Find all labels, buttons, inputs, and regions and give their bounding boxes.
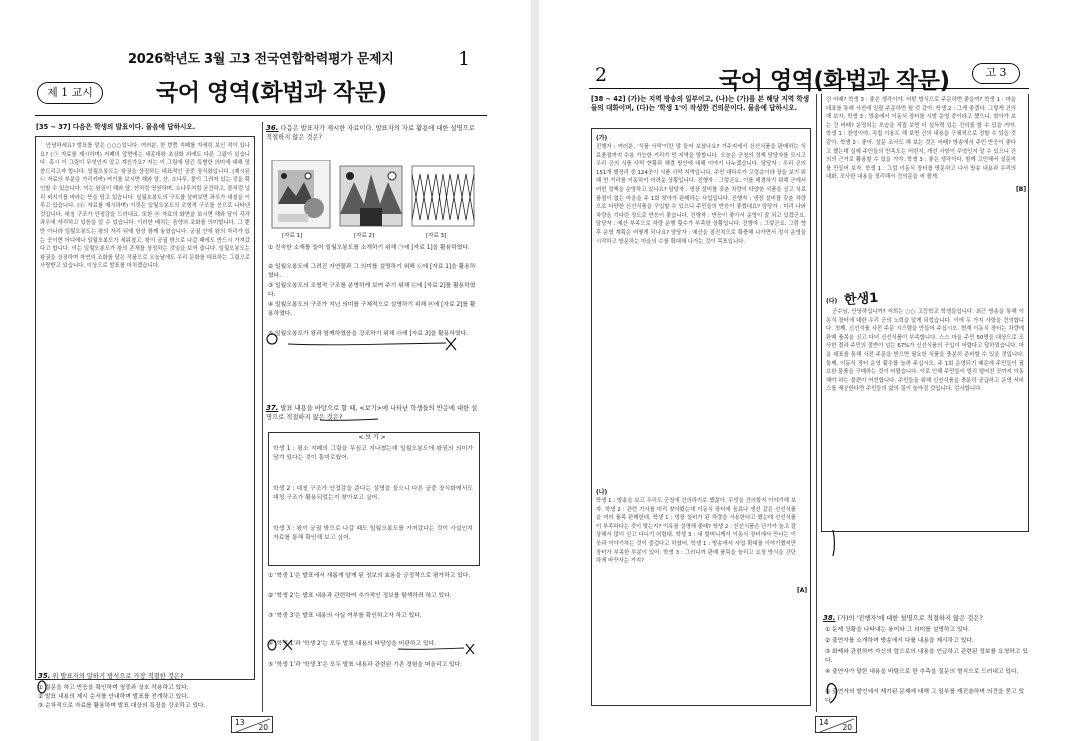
q37-prompt: 37. 발표 내용을 바탕으로 할 때, <보기>에 나타난 학생들의 반응에 대한 설명으로 적절하지 않은 것은? <box>266 404 478 421</box>
footer-current: 13 <box>235 718 245 727</box>
exam-title: 2026학년도 3월 고3 전국연합학력평가 문제지 <box>128 52 394 67</box>
speech-passage: 안녕하세요? 발표를 맡은 ○○○입니다. 여러분, 한 번쯤 지폐를 자세히 보신 적이 있나요? (㉠ 자료를 제시하며) 지폐의 앞면에는 세종대왕 초상화 외에도 다른 그림이 있습니다. 혹시 이 그림이 무엇인지 알고 계신가요? 저는 이 그림에 담긴 특별한 의미에 대해 말씀드리고자 합니다. 일월오봉도는 왕권을 상징하는 대표적인 궁중 장식화입니다. (제시된 ㉡ 자료의 부분을 가리키며) 여기를 보시면 해와 달, 산, 소나무, 물이 그려져 있는 것을 확인할 수 있습니다. 이는 왕권이 해와 달, 산처럼 영원하며, 소나무처럼 굳건하고, 물처럼 널리 퍼지기를 바라는 뜻을 담고 있습니다. 일월오봉도의 구도를 살펴보면 좌우가 대칭을 이루고 있습니다. (㉢ 자료를 제시하며) 이것은 일월오봉도의 조형적 구조를 선으로 나타낸 것입니다. 대칭 구조가 안정감을 드러내죠. 또한 ㉣ 자료의 화면을 보시면 해와 달이 각각 좌우에 자리하고 있음을 알 수 있습니다. 이러한 배치는 음양의 조화를 의미합니다. 그 뿐만 아니라 일월오봉도는 왕의 자리 뒤에 항상 함께 놓였습니다. 궁궐 안에 왕의 자리가 있는 곳이면 어디에나 일월오봉도가 세워졌고, 왕이 궁궐 밖으로 나갈 때에도 반드시 가져갔다고 합니다. 이는 일월오봉도가 왕의 존재를 상징하는 것임을 보여 줍니다. 일월오봉도는 왕권을 상징하며 자연의 조화를 담은 작품으로 오늘날에도 우리 문화를 대표하는 그림으로 사랑받고 있습니다. 이상으로 발표를 마치겠습니다. <box>40 143 250 270</box>
subject-title: 국어 영역(화법과 작문) <box>156 80 387 106</box>
q37-option-3[interactable]: ③ '학생 3'은 발표 내용의 사실 여부를 확인하고자 하고 있다. <box>268 613 422 619</box>
q38-option-3[interactable]: ③ 화제와 관련하여 자신의 앞으로의 내용을 언급하고 관련된 정보를 요청하고 있다. <box>825 649 1028 664</box>
page-footer-right <box>815 716 857 733</box>
footer-total-right: 20 <box>842 723 852 732</box>
pen-marks <box>0 0 531 741</box>
label-ga: (가) <box>596 135 608 142</box>
caption-1: [자료 1] <box>282 233 303 239</box>
q36-option-5[interactable]: ⑤ 일월오봉도가 왕과 함께하였음을 강조하기 위해 ㉤에 [자료 3]을 활용하였다. <box>268 331 469 337</box>
q37-number: 37. <box>266 404 279 412</box>
caption-2: [자료 2] <box>354 233 375 239</box>
q37-option-1[interactable]: ① '학생 1'은 발표에서 새롭게 알게 된 정보의 효용을 긍정적으로 평가하고 있다. <box>268 573 471 579</box>
handwritten-note: 한생1 <box>843 290 879 309</box>
q35-number: 35. <box>38 672 51 680</box>
q38-42-instruction: [38 ~ 42] (가)는 지역 방송의 일부이고, (나)는 (가)를 본 해당 지역 학생들의 대화이며, (다)는 '학생 1'이 작성한 건의문이다. 물음에 답하시오. <box>591 95 810 112</box>
tag-b: [B] <box>1016 186 1027 193</box>
student-chat-continued: 건 어때? 학생 3 : 좋은 생각이야. 어떤 방식으로 주문하면 좋을까? 학생 1 : 마을 대표를 통해 사전에 일괄 주문하면 될 것 같아. 학생 2 : 그게 좋겠다. 그렇게 건의해 보자. 학생 3 : 방송에서 이동식 장터를 시범 운영 중이라고 했으니, 찾아가 보는 건 어때? 운영되는 모습을 직접 보면 더 설득력 있는 건의를 할 수 있을 거야. 학생 1 : 찬성이야. 직접 이용도 해 보면 건의 내용을 구체적으로 정할 수 있을 것 같아. 학생 2 : 좋아. 설문 조사도 해 보는 것은 어때? 방송에서 주민 반응이 좋다고 했는데 실제 주민들의 만족도는 어떤지, 개선 사항이 무엇인지 알 수 있으니 건의의 근거로 활용할 수 있을 거야. 학생 3 : 좋은 생각이다. 함께 고민해서 설문지를 만들어 보자. 학생 1 : 그럼 이동식 장터를 방문하고 나서 방송 내용과 우리의 대화, 조사한 내용을 정리해서 건의문을 써 볼게. <box>826 97 1016 181</box>
bogi-item-1: 학생 1 : 평소 지폐의 그림을 무심코 지나쳤는데 일월오봉도에 왕권의 의미가 담겨 있다는 것이 흥미로웠어. <box>273 446 473 461</box>
q36-option-4[interactable]: ④ 일월오봉도의 구조가 지닌 의미를 구체적으로 설명하기 위해 ㉣에 [자료 2]를 활용하였다. <box>268 302 476 317</box>
student-chat: 학생 1 : 방송을 보고 우리도 군청에 건의하기로 했잖아. 무엇을 건의할지 이야기해 보자. 학생 2 : 관련 기사를 미리 찾아봤는데 이동식 장터에 음료나 생선 같은 신선식품을 여러 품목 판매한대. 학생 1 : 냉장 설비가 된 차량을 사용한다고 했는데 신선식품이 부족하다는 것이 맞는지? 이유를 설명해 줄래? 학생 2 : 신선식품은 단가가 높고 잘 상해서 많이 싣고 다니기 어렵대. 학생 3 : 내 할머니께서 이동식 장터에서 만나는 이웃과 이야기하는 것이 즐겁다고 하셨어. 학생 1 : 방송에서 사업 확대를 이야기했지만 장터가 부족한 부분이 있어. 학생 3 : 그러니까 판매 품목을 늘리고 요청 방식을 간단하게 바꾸자는 거지? <box>596 498 796 565</box>
q38-prompt: 38. (가)의 '진행자'에 대한 설명으로 적절하지 않은 것은? <box>823 614 983 622</box>
bogi-item-2: 학생 2 : 대칭 구조가 안정감을 준다는 설명을 들으니 다른 궁중 장식화에서도 대칭 구조가 활용되었는지 찾아보고 싶어. <box>273 486 473 501</box>
q36-number: 36. <box>266 124 279 132</box>
page-gutter <box>531 0 539 741</box>
q38-option-1[interactable]: ① 문제 상황을 나타내는 용어와 그 의미를 설명하고 있다. <box>825 627 970 633</box>
pen-marks-right <box>539 0 1070 741</box>
tag-a: [A] <box>797 587 808 594</box>
petition-letter: 군수님, 안녕하십니까? 저희는 ○○ 고등학교 학생들입니다. 최근 방송을 통해 이동식 장터에 대한 우리 군의 노력을 알게 되었습니다. 이에 두 가지 사항을 건의합니다. 첫째, 신선식품 사전 주문 시스템을 만들어 주십시오. 현재 이동식 장터는 차량에 판매 품목을 싣고 다녀 신선식품이 부족합니다. 스스 마을 주민 50명을 대상으로 조사한 결과 주민의 절반이 넘는 67%가 신선식품의 구입이 어렵다고 답하였습니다. 마을 대표를 통해 사전 주문을 받으면 필요한 식품을 충분히 준비할 수 있을 것입니다. 둘째, 이동식 장터 운영 횟수를 늘려 주십시오. 주 1회 운영되기 때문에 주민들이 필요한 물품을 구매하는 것이 어렵습니다. 이로 인해 주민들이 멀리 떨어진 곳까지 이동해야 하는 불편이 여전합니다. 주민들을 위해 신선식품을 충분히 공급하고 운영 서비스를 제공한다면 주민들의 삶의 질이 높아질 것입니다. 감사합니다. <box>826 309 1024 393</box>
q36-option-3[interactable]: ③ 일월오봉도의 조형적 구조를 분명하게 보여 주기 위해 ㉢에 [자료 2]를 활용하였다. <box>268 283 476 298</box>
q38-number: 38. <box>823 614 836 622</box>
page-number: 1 <box>458 48 471 70</box>
q36-option-1[interactable]: ① 친숙한 소재를 들어 일월오봉도를 소개하기 위해 ㉠에 [자료 1]을 활용하였다. <box>268 245 470 251</box>
session-badge: 제 1 교시 <box>37 82 103 104</box>
left-page <box>0 0 531 741</box>
footer-current-right: 14 <box>819 718 829 727</box>
page-footer-left <box>231 716 273 733</box>
label-da: (다) <box>826 298 838 305</box>
q35-option-1[interactable]: ① 질문을 하고 반응을 확인하며 청중과 상호 작용하고 있다. <box>38 685 189 691</box>
q38-option-4[interactable]: ④ 출연자가 말한 내용을 바탕으로 한 추측을 질문의 형식으로 드러내고 있다. <box>825 669 1019 675</box>
footer-total: 20 <box>258 723 268 732</box>
q35-option-3[interactable]: ③ 순차적으로 자료를 활용하며 발표 대상의 특징을 강조하고 있다. <box>38 703 206 709</box>
q36-prompt: 36. 다음은 발표자가 제시한 자료이다. 발표자의 자료 활용에 대한 설명으로 적절하지 않은 것은? <box>266 124 475 141</box>
q38-option-2[interactable]: ② 출연자를 소개하며 방송에서 다룰 내용을 제시하고 있다. <box>825 638 974 644</box>
grade-code-badge: 고 3 <box>972 63 1020 84</box>
label-na: (나) <box>596 489 608 496</box>
bogi-title: < 보 기 > <box>358 434 386 441</box>
caption-3: [자료 3] <box>426 233 447 239</box>
q35-option-2[interactable]: ② 발표 내용의 제시 순서를 안내하며 발표를 전개하고 있다. <box>38 694 189 700</box>
q36-option-2[interactable]: ② 일월오봉도에 그려진 자연물과 그 의미를 설명하기 위해 ㉡에 [자료 1]을 활용하였다. <box>268 264 476 279</box>
bogi-item-3: 학생 3 : 왕이 궁궐 밖으로 나갈 때도 일월오봉도를 가져갔다는 것이 사실인지 자료를 통해 확인해 보고 싶어. <box>273 526 473 541</box>
q35-prompt: 35. 위 발표자의 말하기 방식으로 가장 적절한 것은? <box>38 672 184 680</box>
page-number-right: 2 <box>595 64 608 86</box>
q37-option-2[interactable]: ② '학생 2'는 발표 내용과 관련하여 추가적인 정보를 탐색하려 하고 있다. <box>268 593 452 599</box>
q38-option-5[interactable]: ⑤ 출연자의 발언에서 제기된 문제에 대해 그 일부를 재진술하며 의견을 묻고 있다. <box>825 689 1025 704</box>
subject-title-right: 국어 영역(화법과 작문) <box>719 68 950 94</box>
q37-option-5[interactable]: ⑤ '학생 1'과 '학생 3'은 모두 발표 내용과 관련된 기존 경험을 떠올리고 있다. <box>268 662 463 668</box>
q35-37-instruction: [35 ~ 37] 다음은 학생의 발표이다. 물음에 답하시오. <box>36 123 196 131</box>
broadcast-script: 진행자 : 여러분, '식품 사막'이란 말 들어 보셨나요? 거주지에서 신선식품을 판매하는 식료품점까지 수용 가능한 거리가 먼 지역을 말합니다. 오늘은 군청의 정책 담당자를 모시고 우리 군의 식품 사막 현황과 해결 방안에 대해 이야기 나누겠습니다. 담당자 : 우리 군의 151개 행정리 중 124곳이 식품 사막 지역입니다. 주민 대다수가 고령층이라 장을 보기 위해 먼 거리를 이동하기 어려운 상황입니다. 진행자 : 그렇군요. 이를 해결하기 위해 군에서 어떤 정책을 운영하고 있나요? 담당자 : 냉장 설비를 갖춘 차량이 다양한 식품을 싣고 식료품점이 없는 마을을 주 1회 찾아가 판매하는 사업입니다. 진행자 : 냉장 설비를 갖춘 차량으로 다양한 신선식품을 구입할 수 있으니 주민들의 반응이 좋겠네요? 담당자 : 미리 나와 차량을 기다린 정도로 반응이 좋습니다. 진행자 : 반응이 좋아서 운영이 잘 되고 있겠군요. 담당자 : 예산 부족으로 차량 운행 횟수가 부족한 상황입니다. 진행자 : 그렇군요. 그럼 향후 운영 계획은 어떻게 되나요? 담당자 : 예산을 점진적으로 확충해 나가면서 정식 운영을 시작하고 방문하는 마을의 수를 확대해 나가는 것이 목표입니다. <box>596 144 806 245</box>
q37-option-4[interactable]: ④ '학생 1'과 '학생 2'는 모두 발표 내용의 타당성을 비판하고 있다. <box>268 641 437 647</box>
right-page <box>539 0 1070 741</box>
